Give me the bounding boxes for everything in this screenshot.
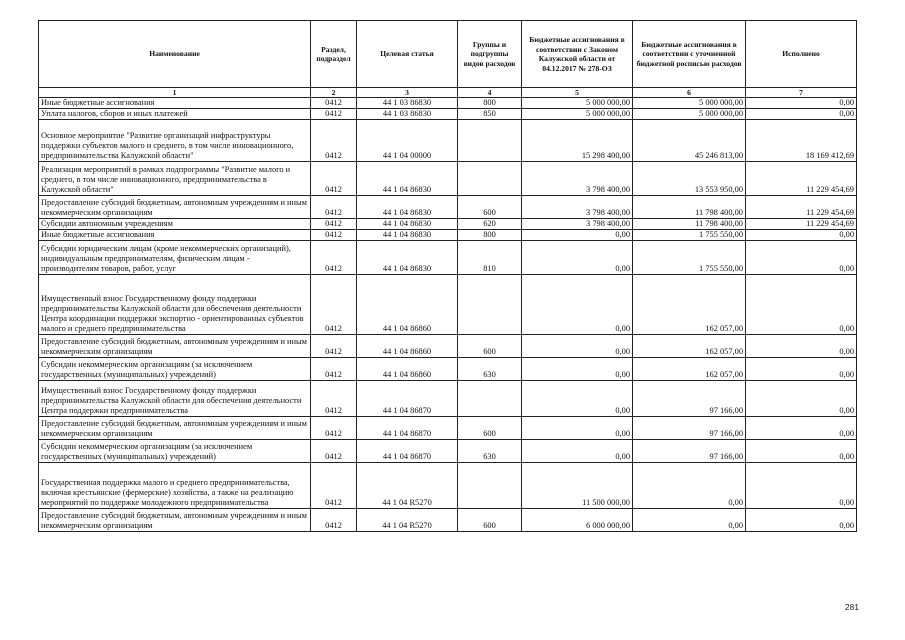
row-law-amount: 6 000 000,00 bbox=[522, 509, 633, 532]
budget-table bbox=[38, 20, 857, 532]
row-refined-amount: 1 755 550,00 bbox=[633, 230, 746, 241]
row-group: 630 bbox=[458, 440, 522, 463]
budget-table-sheet bbox=[38, 20, 856, 532]
row-law-amount: 0,00 bbox=[522, 358, 633, 381]
row-name: Уплата налогов, сборов и иных платежей bbox=[39, 109, 311, 120]
header-law: Бюджетные ассигнования в соответствии с Законом Калужской области от 04.12.2017 № 278-ОЗ bbox=[522, 21, 633, 88]
row-exec-amount: 0,00 bbox=[746, 509, 857, 532]
row-group: 800 bbox=[458, 230, 522, 241]
row-exec-amount: 0,00 bbox=[746, 230, 857, 241]
row-group: 600 bbox=[458, 417, 522, 440]
row-name: Субсидии некоммерческим организациям (за исключением государственных (муниципальных) учреждений) bbox=[39, 440, 311, 463]
table-row bbox=[39, 196, 857, 219]
row-name: Иные бюджетные ассигнования bbox=[39, 230, 311, 241]
table-row bbox=[39, 230, 857, 241]
row-law-amount: 5 000 000,00 bbox=[522, 109, 633, 120]
row-law-amount: 3 798 400,00 bbox=[522, 219, 633, 230]
col-number: 3 bbox=[357, 88, 458, 98]
row-target-code: 44 1 03 86830 bbox=[357, 98, 458, 109]
row-group bbox=[458, 463, 522, 509]
row-name: Предоставление субсидий бюджетным, автономным учреждениям и иным некоммерческим организациям bbox=[39, 417, 311, 440]
row-section: 0412 bbox=[311, 109, 357, 120]
row-name: Предоставление субсидий бюджетным, автономным учреждениям и иным некоммерческим организациям bbox=[39, 196, 311, 219]
row-group: 600 bbox=[458, 196, 522, 219]
row-group bbox=[458, 162, 522, 196]
row-target-code: 44 1 03 86830 bbox=[357, 109, 458, 120]
table-row bbox=[39, 509, 857, 532]
row-section: 0412 bbox=[311, 219, 357, 230]
row-name: Предоставление субсидий бюджетным, автономным учреждениям и иным некоммерческим организациям bbox=[39, 335, 311, 358]
row-group bbox=[458, 120, 522, 162]
table-row bbox=[39, 98, 857, 109]
header-target: Целевая статья bbox=[357, 21, 458, 88]
row-target-code: 44 1 04 86830 bbox=[357, 230, 458, 241]
header-exec: Исполнено bbox=[746, 21, 857, 88]
col-number: 1 bbox=[39, 88, 311, 98]
row-refined-amount: 13 553 950,00 bbox=[633, 162, 746, 196]
row-target-code: 44 1 04 86830 bbox=[357, 219, 458, 230]
row-exec-amount: 0,00 bbox=[746, 381, 857, 417]
table-row bbox=[39, 440, 857, 463]
row-refined-amount: 162 057,00 bbox=[633, 275, 746, 335]
row-exec-amount: 0,00 bbox=[746, 241, 857, 275]
row-name: Иные бюджетные ассигнования bbox=[39, 98, 311, 109]
row-law-amount: 0,00 bbox=[522, 381, 633, 417]
table-row bbox=[39, 275, 857, 335]
header-name: Наименование bbox=[39, 21, 311, 88]
page-number: 281 bbox=[844, 602, 859, 612]
row-group bbox=[458, 275, 522, 335]
row-section: 0412 bbox=[311, 463, 357, 509]
row-section: 0412 bbox=[311, 381, 357, 417]
header-refined: Бюджетные ассигнования в соответствии с уточненной бюджетной росписью расходов bbox=[633, 21, 746, 88]
row-exec-amount: 0,00 bbox=[746, 275, 857, 335]
row-exec-amount: 18 169 412,69 bbox=[746, 120, 857, 162]
col-number: 5 bbox=[522, 88, 633, 98]
col-number: 7 bbox=[746, 88, 857, 98]
row-refined-amount: 5 000 000,00 bbox=[633, 109, 746, 120]
row-refined-amount: 45 246 813,00 bbox=[633, 120, 746, 162]
row-section: 0412 bbox=[311, 440, 357, 463]
row-exec-amount: 0,00 bbox=[746, 109, 857, 120]
row-law-amount: 3 798 400,00 bbox=[522, 196, 633, 219]
row-exec-amount: 0,00 bbox=[746, 440, 857, 463]
row-exec-amount: 0,00 bbox=[746, 358, 857, 381]
row-refined-amount: 97 166,00 bbox=[633, 417, 746, 440]
row-section: 0412 bbox=[311, 230, 357, 241]
row-group: 850 bbox=[458, 109, 522, 120]
row-target-code: 44 1 04 R5270 bbox=[357, 463, 458, 509]
row-section: 0412 bbox=[311, 98, 357, 109]
table-row bbox=[39, 335, 857, 358]
row-exec-amount: 0,00 bbox=[746, 335, 857, 358]
row-name: Государственная поддержка малого и среднего предпринимательства, включая крестьянские (фермерские) хозяйства, а также на реализацию мероприятий по поддержке молодежного предпринимательства bbox=[39, 463, 311, 509]
row-target-code: 44 1 04 R5270 bbox=[357, 509, 458, 532]
row-target-code: 44 1 04 86830 bbox=[357, 162, 458, 196]
row-target-code: 44 1 04 86830 bbox=[357, 196, 458, 219]
row-refined-amount: 1 755 550,00 bbox=[633, 241, 746, 275]
row-exec-amount: 11 229 454,69 bbox=[746, 162, 857, 196]
row-law-amount: 0,00 bbox=[522, 241, 633, 275]
row-law-amount: 11 500 000,00 bbox=[522, 463, 633, 509]
row-target-code: 44 1 04 86870 bbox=[357, 440, 458, 463]
row-name: Субсидии некоммерческим организациям (за исключением государственных (муниципальных) учреждений) bbox=[39, 358, 311, 381]
row-section: 0412 bbox=[311, 358, 357, 381]
table-row bbox=[39, 109, 857, 120]
row-section: 0412 bbox=[311, 196, 357, 219]
row-exec-amount: 0,00 bbox=[746, 98, 857, 109]
row-refined-amount: 162 057,00 bbox=[633, 358, 746, 381]
row-refined-amount: 11 798 400,00 bbox=[633, 196, 746, 219]
row-name: Имущественный взнос Государственному фонду поддержки предпринимательства Калужской области для обеспечения деятельности Центра координации поддержки экспортно - ориентированных субъектов малого и среднего предпринимательства bbox=[39, 275, 311, 335]
row-target-code: 44 1 04 86870 bbox=[357, 381, 458, 417]
row-law-amount: 0,00 bbox=[522, 440, 633, 463]
row-name: Субсидии автономным учреждениям bbox=[39, 219, 311, 230]
col-number: 4 bbox=[458, 88, 522, 98]
row-group: 600 bbox=[458, 509, 522, 532]
table-row bbox=[39, 162, 857, 196]
row-group: 630 bbox=[458, 358, 522, 381]
row-name: Предоставление субсидий бюджетным, автономным учреждениям и иным некоммерческим организациям bbox=[39, 509, 311, 532]
row-refined-amount: 162 057,00 bbox=[633, 335, 746, 358]
row-exec-amount: 0,00 bbox=[746, 463, 857, 509]
row-refined-amount: 0,00 bbox=[633, 509, 746, 532]
row-section: 0412 bbox=[311, 120, 357, 162]
row-group: 620 bbox=[458, 219, 522, 230]
table-row bbox=[39, 358, 857, 381]
row-section: 0412 bbox=[311, 162, 357, 196]
row-refined-amount: 97 166,00 bbox=[633, 381, 746, 417]
row-name: Реализация мероприятий в рамках подпрограммы "Развитие малого и среднего, в том числе инновационного, предпринимательства в Калужской области" bbox=[39, 162, 311, 196]
row-group: 800 bbox=[458, 98, 522, 109]
row-target-code: 44 1 04 86860 bbox=[357, 335, 458, 358]
row-group: 810 bbox=[458, 241, 522, 275]
row-refined-amount: 5 000 000,00 bbox=[633, 98, 746, 109]
row-exec-amount: 11 229 454,69 bbox=[746, 196, 857, 219]
row-name: Имущественный взнос Государственному фонду поддержки предпринимательства Калужской области для обеспечения деятельности Центра поддержки предпринимательства bbox=[39, 381, 311, 417]
row-group: 600 bbox=[458, 335, 522, 358]
row-law-amount: 3 798 400,00 bbox=[522, 162, 633, 196]
row-target-code: 44 1 04 86870 bbox=[357, 417, 458, 440]
table-row bbox=[39, 381, 857, 417]
col-number: 2 bbox=[311, 88, 357, 98]
row-name: Субсидии юридическим лицам (кроме некоммерческих организаций), индивидуальным предпринимателям, физическим лицам - производителям товаров, работ, услуг bbox=[39, 241, 311, 275]
row-target-code: 44 1 04 86830 bbox=[357, 241, 458, 275]
row-refined-amount: 11 798 400,00 bbox=[633, 219, 746, 230]
table-row bbox=[39, 219, 857, 230]
table-row bbox=[39, 463, 857, 509]
row-section: 0412 bbox=[311, 509, 357, 532]
row-exec-amount: 0,00 bbox=[746, 417, 857, 440]
row-section: 0412 bbox=[311, 241, 357, 275]
header-groups: Группы и подгруппы видов расходов bbox=[458, 21, 522, 88]
row-section: 0412 bbox=[311, 335, 357, 358]
row-section: 0412 bbox=[311, 417, 357, 440]
row-law-amount: 0,00 bbox=[522, 230, 633, 241]
row-group bbox=[458, 381, 522, 417]
row-target-code: 44 1 04 86860 bbox=[357, 358, 458, 381]
row-law-amount: 0,00 bbox=[522, 417, 633, 440]
row-name: Основное мероприятие "Развитие организаций инфраструктуры поддержки субъектов малого и среднего, в том числе инновационного, предпринимательства Калужской области" bbox=[39, 120, 311, 162]
row-refined-amount: 97 166,00 bbox=[633, 440, 746, 463]
table-row bbox=[39, 417, 857, 440]
row-law-amount: 0,00 bbox=[522, 275, 633, 335]
header-section: Раздел, подраздел bbox=[311, 21, 357, 88]
col-number: 6 bbox=[633, 88, 746, 98]
row-law-amount: 15 298 400,00 bbox=[522, 120, 633, 162]
row-target-code: 44 1 04 00000 bbox=[357, 120, 458, 162]
row-law-amount: 5 000 000,00 bbox=[522, 98, 633, 109]
table-row bbox=[39, 241, 857, 275]
table-row bbox=[39, 120, 857, 162]
row-target-code: 44 1 04 86860 bbox=[357, 275, 458, 335]
row-exec-amount: 11 229 454,69 bbox=[746, 219, 857, 230]
row-refined-amount: 0,00 bbox=[633, 463, 746, 509]
row-law-amount: 0,00 bbox=[522, 335, 633, 358]
row-section: 0412 bbox=[311, 275, 357, 335]
